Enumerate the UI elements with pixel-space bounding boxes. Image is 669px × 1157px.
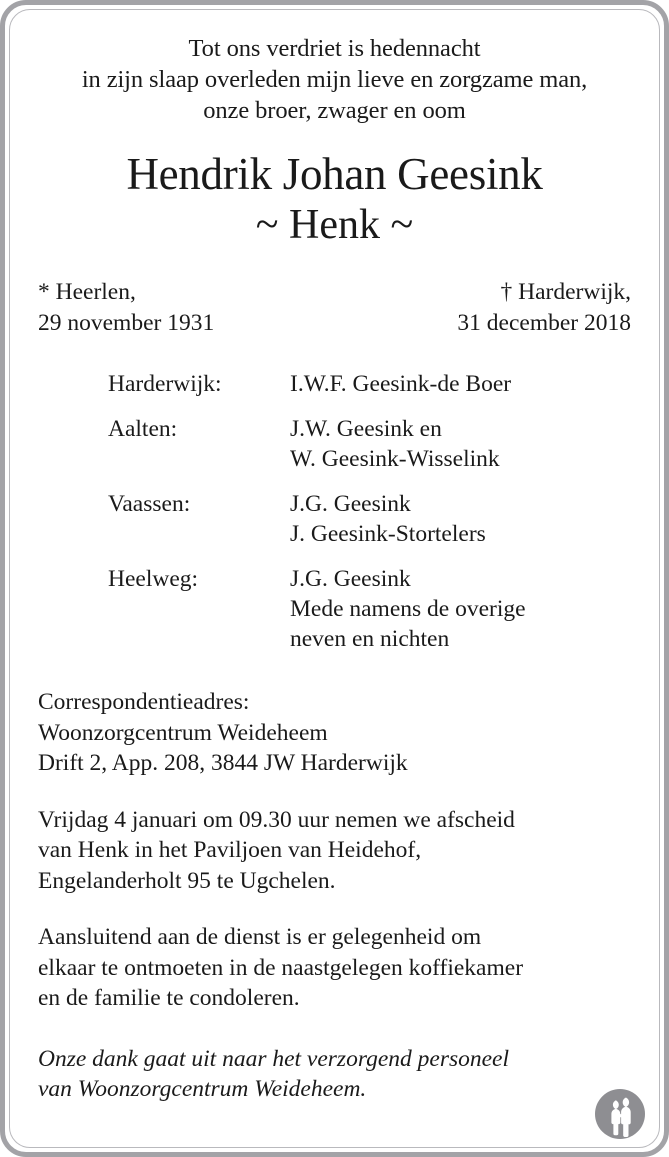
family-names [290, 489, 486, 549]
family-names [290, 564, 526, 654]
service-line: Vrijdag 4 januari om 09.30 uur nemen we afscheid [38, 806, 515, 833]
reception-line: elkaar te ontmoeten in de naastgelegen koffiekamer [38, 954, 524, 981]
notice-content [5, 5, 664, 1152]
birth-details [38, 277, 214, 339]
family-name: J. Geesink-Stortelers [290, 521, 486, 547]
family-row [108, 369, 631, 399]
family-name: I.W.F. Geesink-de Boer [290, 371, 512, 397]
intro-line: in zijn slaap overleden mijn lieve en zorgzame man, [81, 66, 588, 93]
reception-line: en de familie te condoleren. [38, 985, 300, 1011]
family-place: Heelweg: [108, 566, 199, 592]
address-line: Drift 2, App. 208, 3844 JW Harderwijk [38, 750, 408, 776]
address-label: Correspondentieadres: [38, 689, 250, 715]
thanks-line: van Woonzorgcentrum Weideheem. [38, 1076, 367, 1102]
family-place: Vaassen: [108, 491, 191, 517]
deceased-nickname: ~ Henk ~ [255, 202, 414, 248]
address-line: Woonzorgcentrum Weideheem [38, 719, 328, 746]
death-date: 31 december 2018 [457, 310, 631, 336]
correspondence-address [38, 687, 631, 779]
service-line: van Henk in het Paviljoen van Heidehof, [38, 837, 422, 863]
death-details [457, 277, 631, 339]
family-names [290, 369, 511, 399]
intro-line: Tot ons verdriet is hedennacht [188, 35, 481, 62]
reception-line: Aansluitend aan de dienst is er gelegenheid om [38, 924, 482, 950]
family-row [108, 564, 631, 654]
deceased-full-name: Hendrik Johan Geesink [126, 149, 543, 199]
birth-place: * Heerlen, [38, 279, 136, 305]
family-names [290, 414, 500, 474]
service-details [38, 805, 631, 897]
thanks-line: Onze dank gaat uit naar het verzorgend personeel [38, 1045, 510, 1072]
deceased-name-block [38, 148, 631, 250]
surviving-family-list [38, 369, 631, 654]
thanks-note [38, 1044, 631, 1105]
family-name: J.G. Geesink [290, 491, 411, 517]
family-note: neven en nichten [290, 626, 450, 652]
family-name: W. Geesink-Wisselink [290, 446, 500, 472]
intro-text [38, 33, 631, 126]
family-place: Aalten: [108, 416, 178, 442]
life-dates-row [38, 277, 631, 339]
family-row [108, 414, 631, 474]
intro-line: onze broer, zwager en oom [203, 97, 466, 124]
family-place: Harderwijk: [108, 371, 222, 397]
birth-date: 29 november 1931 [38, 310, 215, 336]
care-figures-logo-icon [594, 1088, 646, 1140]
family-row [108, 489, 631, 549]
family-note: Mede namens de overige [290, 596, 526, 622]
reception-details [38, 922, 631, 1014]
family-name: J.W. Geesink en [290, 416, 442, 442]
death-place: † Harderwijk, [500, 279, 631, 305]
service-line: Engelanderholt 95 te Ugchelen. [38, 867, 336, 894]
family-name: J.G. Geesink [290, 566, 411, 592]
